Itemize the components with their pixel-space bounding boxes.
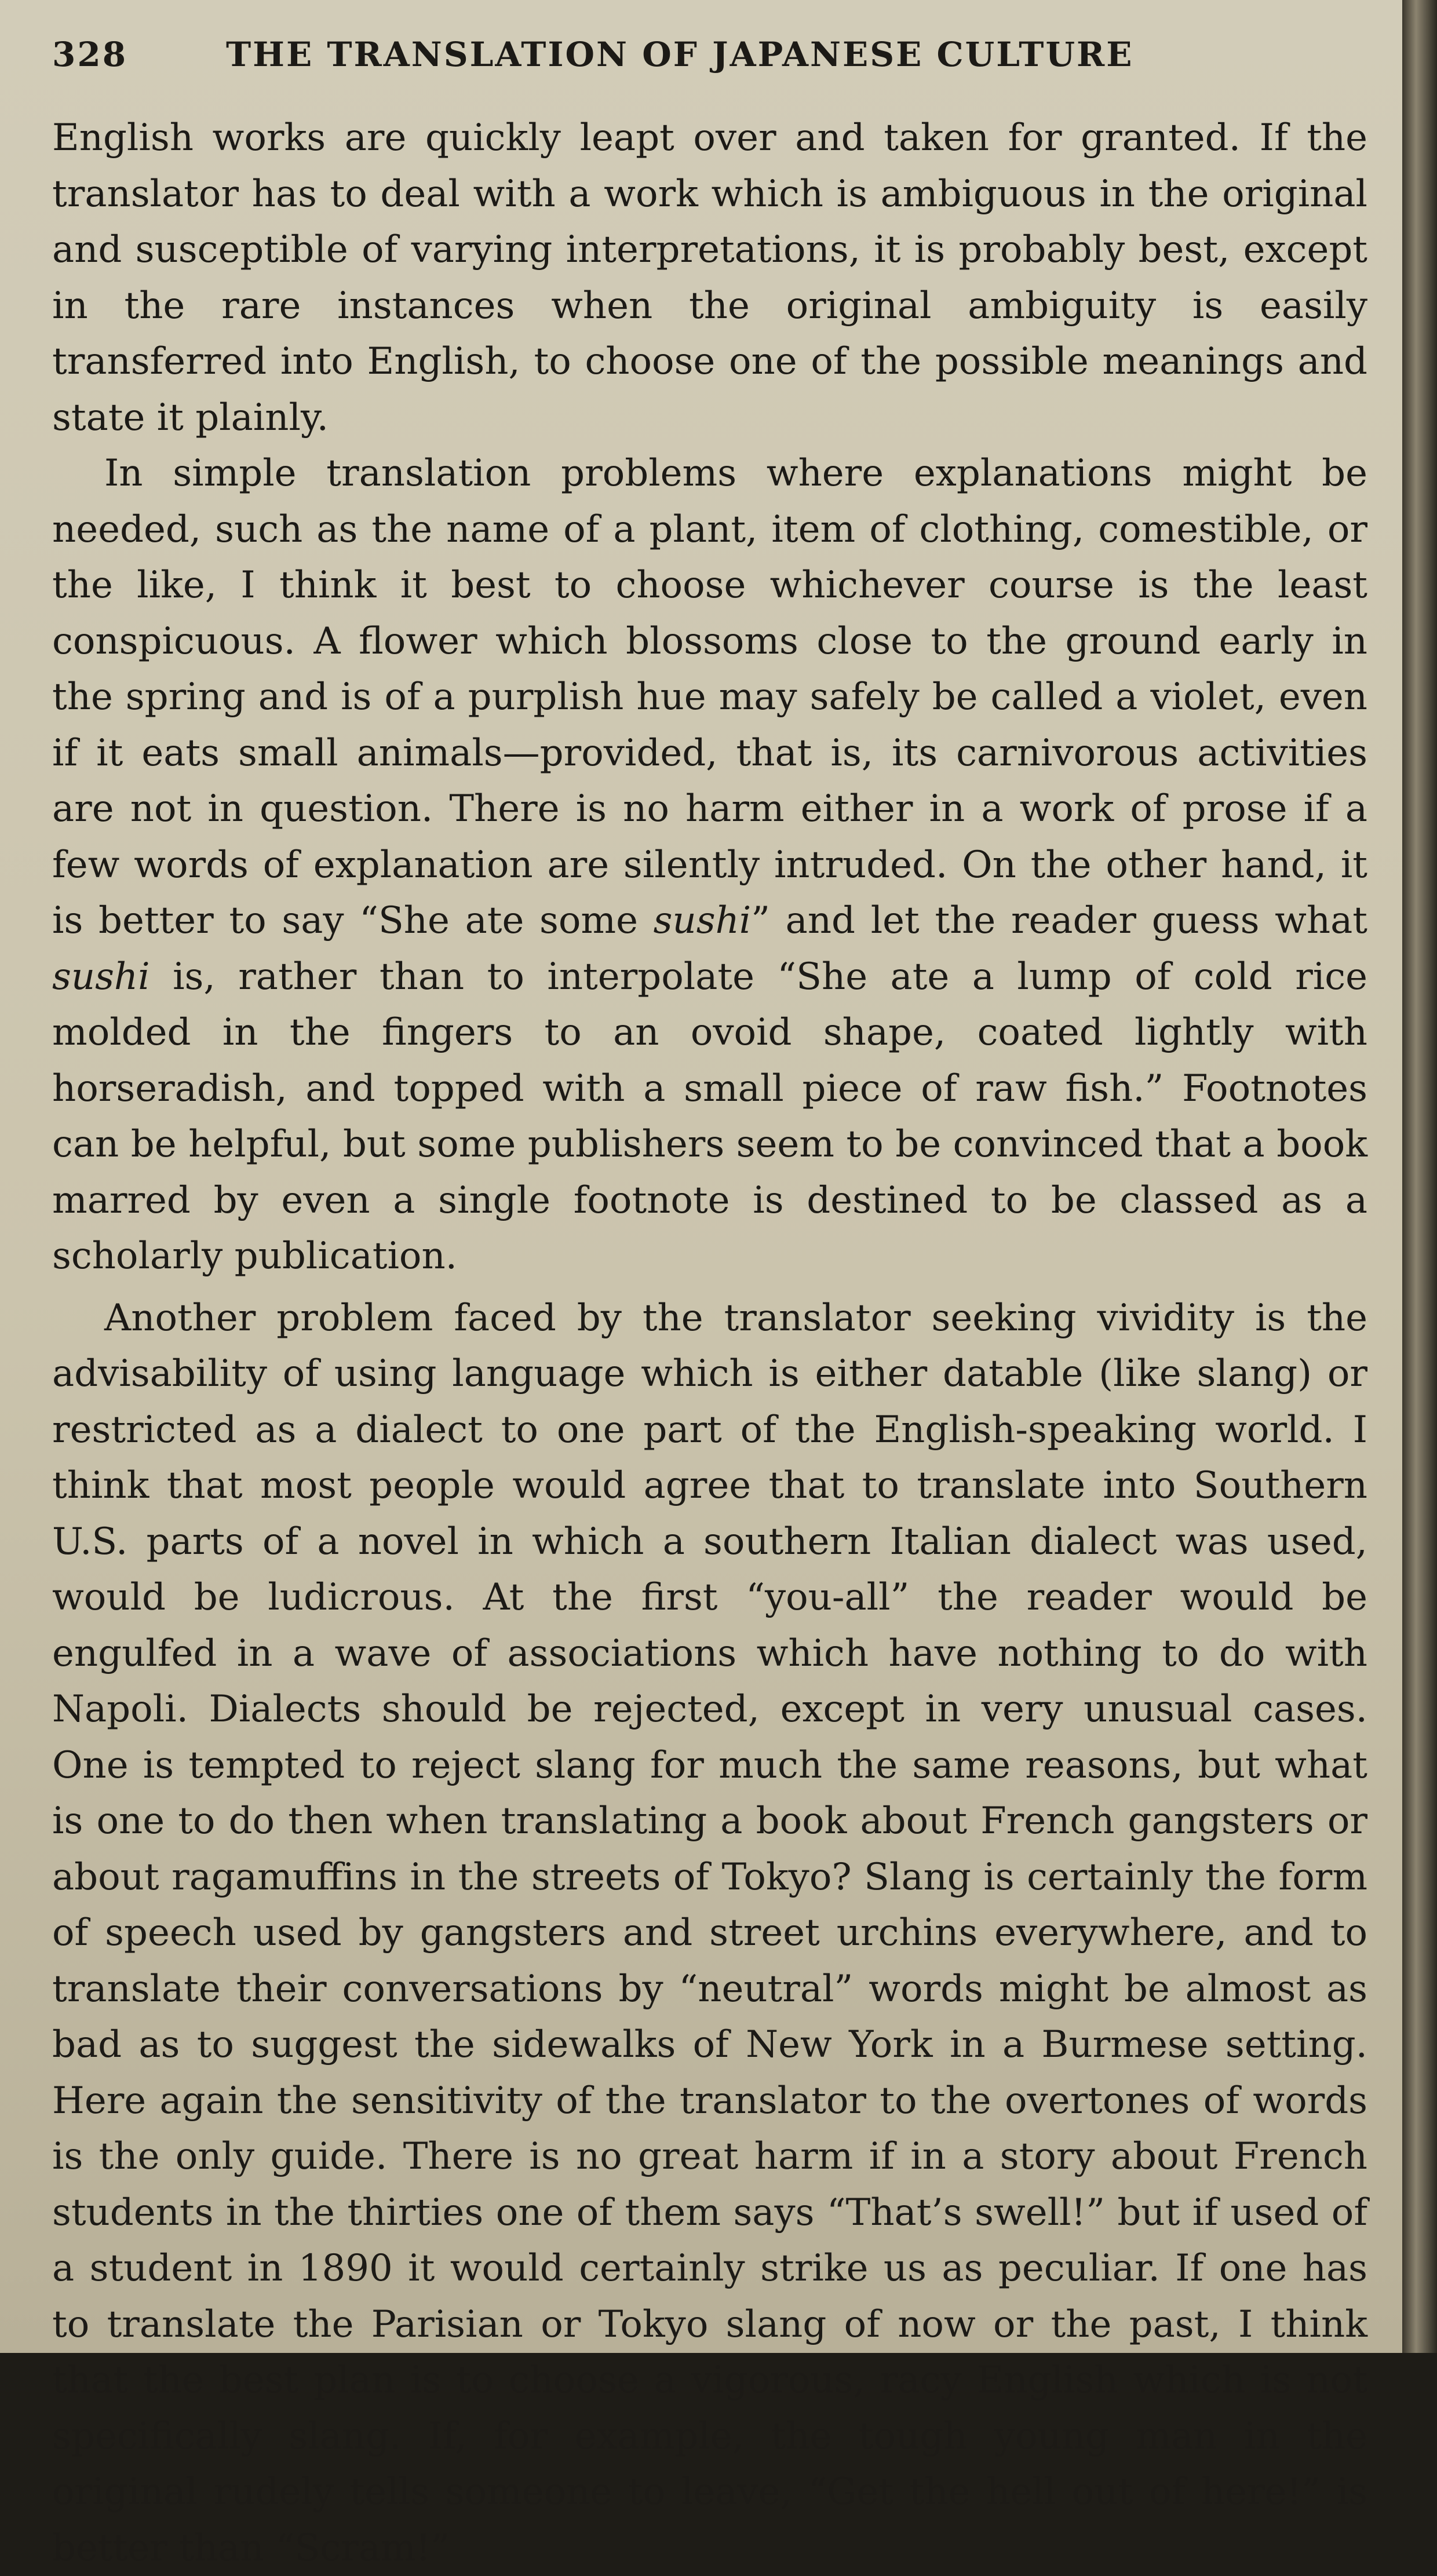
text-run: English works are quickly leapt over and taken for granted. If the translator has to deal with a work which is ambiguous in the original and susceptible of varying interpretations, it is probably best, except in the rare instances when the original ambiguity is easily transferred into English, to choose one of the possible meanings and state it plainly. — [52, 116, 1367, 439]
running-head-title: THE TRANSLATION OF JAPANESE CULTURE — [226, 35, 1133, 74]
page-number: 328 — [52, 35, 226, 74]
paragraph — [52, 1290, 1367, 2576]
italic-term: sushi — [654, 899, 752, 942]
text-run: Another problem faced by the translator seeking vividity is the advisability of using language which is either datable (like slang) or restricted as a dialect to one part of the English-speaking world. I think that most people would agree that to translate into Southern U.S. parts of a novel in which a southern Italian dialect was used, would be ludicrous. At the first “you-all” the reader would be engulfed in a wave of associations which have nothing to do with Napoli. Dialects should be rejected, except in very unusual cases. One is tempted to reject slang for much the same reasons, but what is one to do then when translating a book about French gangsters or about ragamuffins in the streets of Tokyo? Slang is certainly the form of speech used by gangsters and street urchins everywhere, and to translate their conversations by “neutral” words might be almost as bad as to suggest the sidewalks of New York in a Burmese setting. Here again the sensitivity of the translator to the overtones of words is the only guide. There is no great harm if in a story about French students in the thirties one of them says “That’s swell!” but if used of a student in 1890 it would certainly strike us as peculiar. If one has to translate the Parisian or Tokyo slang of now or the past, I think that the best plan is to choose a vigorous, racy English which is not specifically slang. If, for example, the tough young man in the original rudely tells someone to leave, “Get the hell out of here!” is better than “Scram!” — [52, 1297, 1367, 2570]
text-run: In simple translation problems where explanations might be needed, such as the name of a plant, item of clothing, comestible, or the like, I think it best to choose whichever course is the least conspicuous. A flower which blossoms close to the ground early in the spring and is of a purplish hue may safely be called a violet, even if it eats small animals—provided, that is, its carnivorous activities are not in question. There is no harm either in a work of prose if a few words of explanation are silently intruded. On the other hand, it is better to say “She ate some — [52, 452, 1367, 942]
paragraph — [52, 446, 1367, 1285]
italic-term: sushi — [52, 955, 150, 998]
text-run: ” and let the reader guess what — [751, 899, 1367, 942]
adjacent-page-edge — [1402, 0, 1437, 2353]
body-text — [52, 110, 1367, 2576]
text-run: is, rather than to interpolate “She ate a lump of cold rice molded in the fingers to an ovoid shape, coated lightly with horseradish, and topped with a small piece of raw fish.” Footnotes can be helpful, but some publishers seem to be convinced that a book marred by even a single footnote is destined to be classed as a scholarly publication. — [52, 955, 1367, 1278]
paragraph — [52, 110, 1367, 446]
running-head — [52, 35, 1367, 110]
